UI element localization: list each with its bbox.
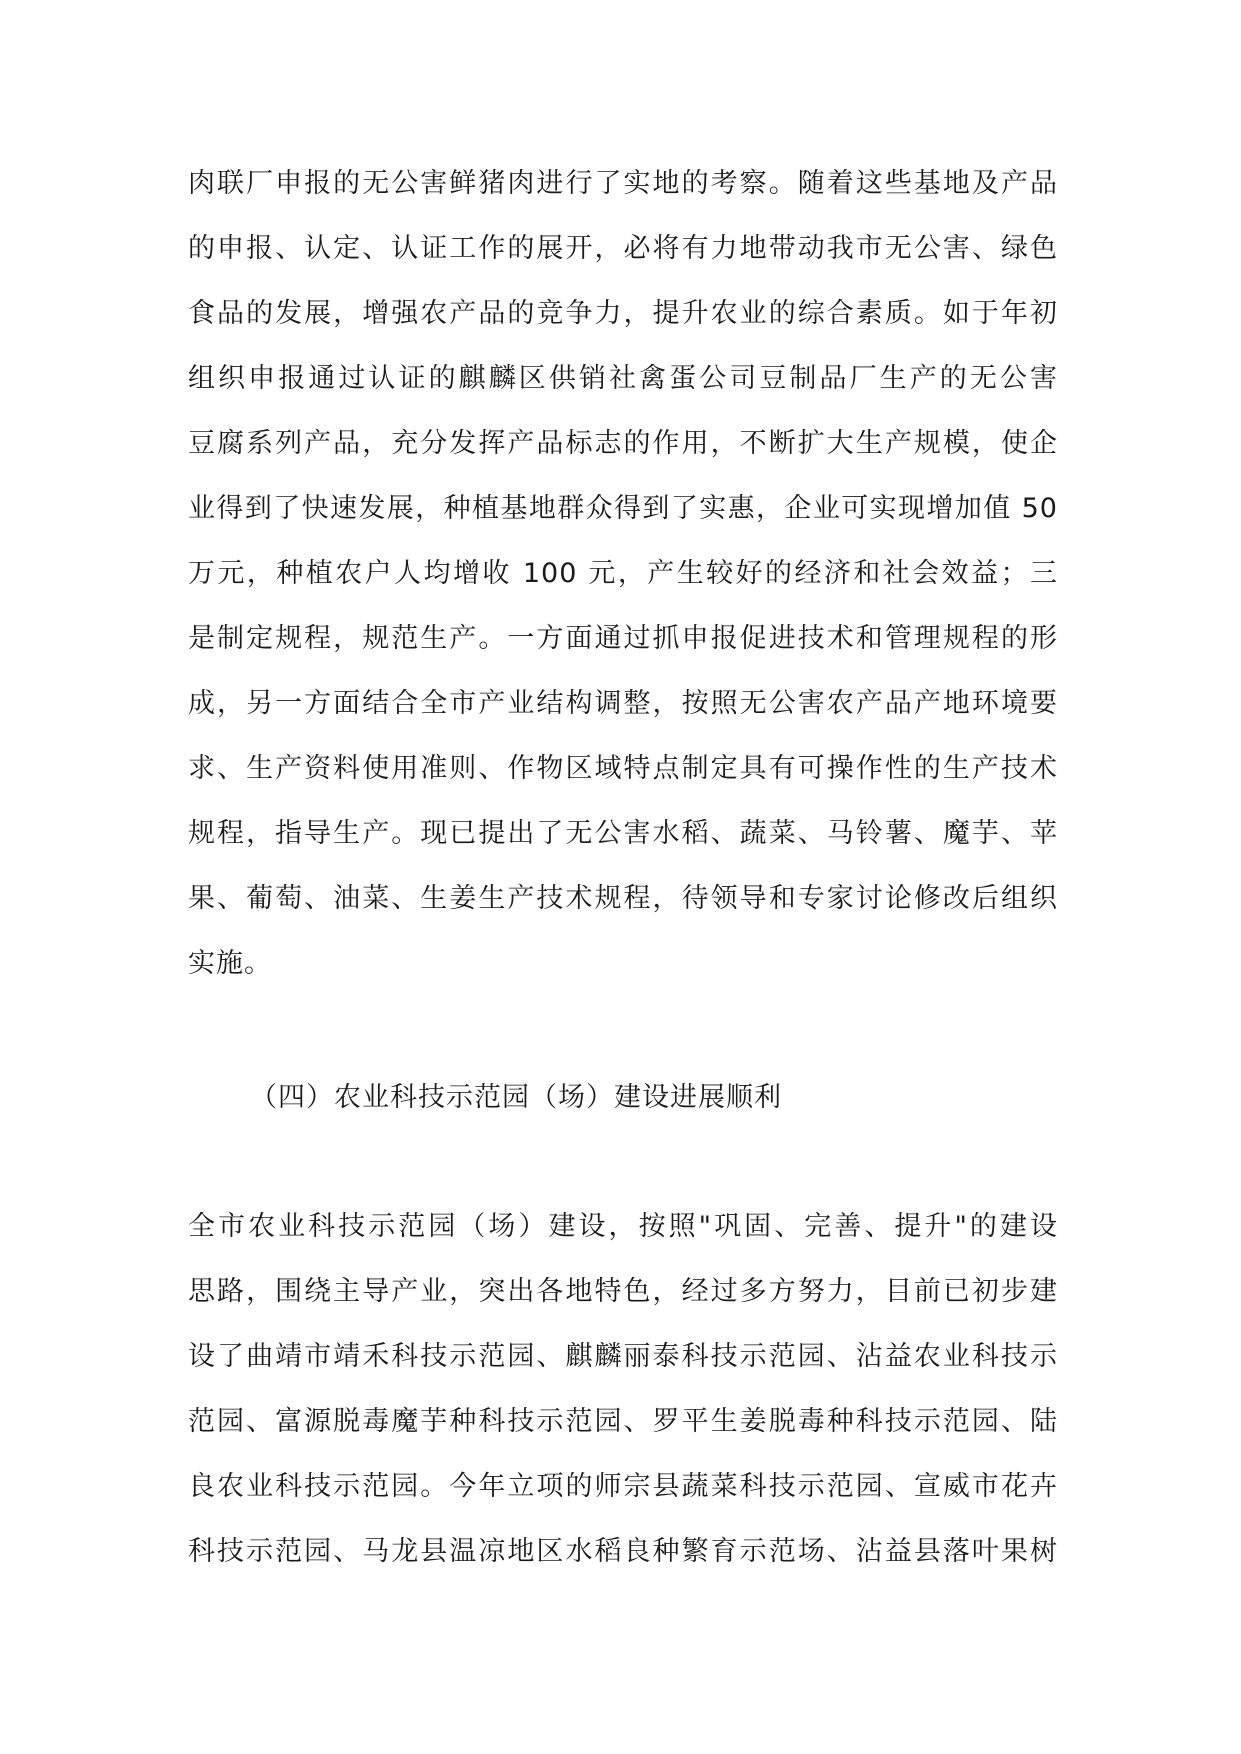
text-line: 求、生产资料使用准则、作物区域特点制定具有可操作性的生产技术 [188, 753, 1058, 784]
text-line: 实施。 [188, 948, 272, 979]
text-line: 思路，围绕主导产业，突出各地特色，经过多方努力，目前已初步建 [188, 1276, 1058, 1307]
text-line: 组织申报通过认证的麒麟区供销社禽蛋公司豆制品厂生产的无公害 [188, 363, 1058, 394]
text-line: 果、葡萄、油菜、生姜生产技术规程，待领导和专家讨论修改后组织 [188, 883, 1058, 914]
text-line: 的申报、认定、认证工作的展开，必将有力地带动我市无公害、绿色 [188, 233, 1058, 264]
text-line: 设了曲靖市靖禾科技示范园、麒麟丽泰科技示范园、沾益农业科技示 [188, 1341, 1058, 1372]
text-line: 良农业科技示范园。今年立项的师宗县蔬菜科技示范园、宣威市花卉 [188, 1471, 1058, 1502]
text-line: 万元，种植农户人均增收 100 元，产生较好的经济和社会效益；三 [188, 558, 1058, 589]
text-line: 范园、富源脱毒魔芋种科技示范园、罗平生姜脱毒种科技示范园、陆 [188, 1406, 1058, 1437]
text-line: 豆腐系列产品，充分发挥产品标志的作用，不断扩大生产规模，使企 [188, 428, 1058, 459]
text-line: 食品的发展，增强农产品的竞争力，提升农业的综合素质。如于年初 [188, 298, 1058, 329]
body-paragraph-1 [188, 151, 1058, 996]
text-line: 科技示范园、马龙县温凉地区水稻良种繁育示范场、沾益县落叶果树 [188, 1536, 1058, 1567]
text-line: 规程，指导生产。现已提出了无公害水稻、蔬菜、马铃薯、魔芋、苹 [188, 818, 1058, 849]
text-line: 肉联厂申报的无公害鲜猪肉进行了实地的考察。随着这些基地及产品 [188, 168, 1058, 199]
section-heading: （四）农业科技示范园（场）建设进展顺利 [250, 1082, 782, 1113]
text-line: 成，另一方面结合全市产业结构调整，按照无公害农产品产地环境要 [188, 688, 1058, 719]
text-line: 是制定规程，规范生产。一方面通过抓申报促进技术和管理规程的形 [188, 623, 1058, 654]
text-line: 全市农业科技示范园（场）建设，按照"巩固、完善、提升"的建设 [188, 1211, 1058, 1242]
body-paragraph-2 [188, 1194, 1058, 1584]
text-line: 业得到了快速发展，种植基地群众得到了实惠，企业可实现增加值 50 [188, 493, 1058, 524]
